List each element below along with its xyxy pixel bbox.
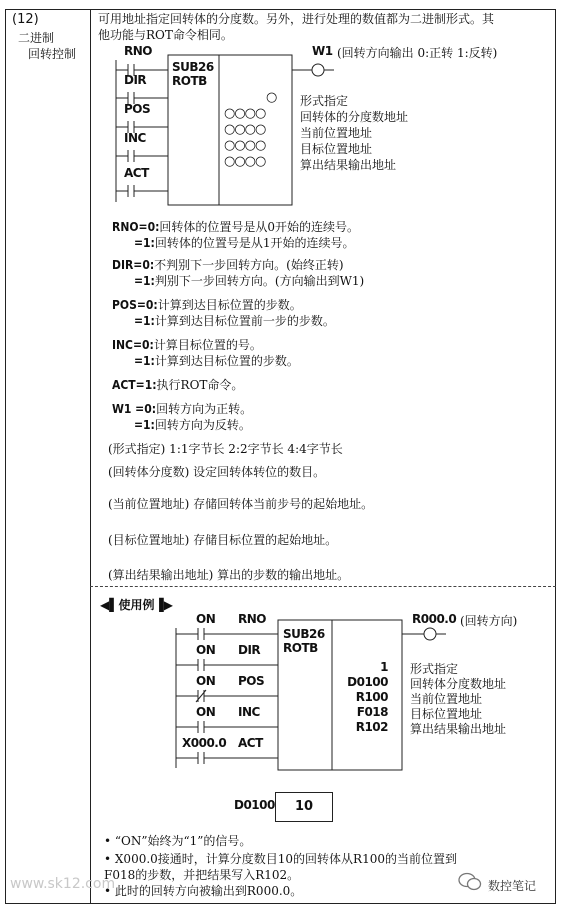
example-output: R000.0 [412,612,457,626]
note-format: (形式指定) 1:1字节长 2:2字节长 4:4字节长 [108,442,343,456]
memory-value-box: 10 [275,792,333,822]
example-contact-4: INC [238,705,260,719]
example-value-1: 1 [380,660,388,674]
example-value-3: R100 [355,690,388,704]
param-circles-1: ○ [266,90,277,105]
param-label-1: 形式指定 [300,94,349,108]
contact-label-act: ACT [124,166,149,180]
example-contact-5: ACT [238,736,263,750]
example-cond-3: ON [196,674,216,688]
output-note: (回转方向输出 0:正转 1:反转) [337,46,498,60]
desc-line: =1:回转体的位置号是从1开始的连续号。 [134,236,355,250]
example-contact-2: DIR [238,643,261,657]
memory-label: D0100 [234,798,275,812]
example-value-2: D0100 [347,675,388,689]
desc-line: W1 =0:回转方向为正转。 [112,402,253,416]
note-target: (目标位置地址) 存储目标位置的起始地址。 [108,533,338,547]
contact-label-pos: POS [124,102,151,116]
desc-line: =1:判别下一步回转方向。(方向输出到W1) [134,274,365,288]
desc-line: POS=0:计算到达目标位置的步数。 [112,298,302,312]
example-cond-2: ON [196,643,216,657]
example-param-1: 形式指定 [410,662,459,676]
param-label-5: 算出结果输出地址 [300,158,397,172]
note-divisions: (回转体分度数) 设定回转体转位的数目。 [108,465,326,479]
param-circles-4: ○○○○ [224,138,266,153]
example-cond-4: ON [196,705,216,719]
note-current: (当前位置地址) 存储回转体当前步号的起始地址。 [108,497,374,511]
example-value-5: R102 [355,720,388,734]
example-param-4: 目标位置地址 [410,707,483,721]
bullet-3: F018的步数，并把结果写入R102。 [104,868,300,882]
desc-line: ACT=1:执行ROT命令。 [112,378,244,392]
param-circles-2: ○○○○ [224,106,266,121]
param-label-4: 目标位置地址 [300,142,373,156]
category-label-2: 回转控制 [28,47,77,61]
example-func-name: ROTB [283,641,318,655]
example-cond-1: ON [196,612,216,626]
contact-label-inc: INC [124,131,146,145]
desc-line: DIR=0:不判别下一步回转方向。(始终正转) [112,258,344,272]
example-value-4: F018 [356,705,388,719]
contact-label-rno: RNO [124,44,152,58]
intro-text: 可用地址指定回转体的分度数。另外，进行处理的数值都为二进制形式。其 他功能与ROT命令相同。 [98,12,495,42]
desc-line: =1:回转方向为反转。 [134,418,251,432]
desc-line: RNO=0:回转体的位置号是从0开始的连续号。 [112,220,360,234]
brand-label: 数控笔记 [488,879,537,893]
bullet-2: • X000.0接通时，计算分度数目10的回转体从R100的当前位置到 [104,852,457,866]
function-code: SUB26 [172,60,214,74]
note-output: (算出结果输出地址) 算出的步数的输出地址。 [108,568,350,582]
example-func-code: SUB26 [283,627,325,641]
category-label: 二进制 [18,31,55,45]
watermark: www.sk12.com [10,876,116,892]
output-label: W1 [312,44,333,58]
bullet-4: • 此时的回转方向被输出到R000.0。 [104,884,303,898]
param-circles-5: ○○○○ [224,154,266,169]
example-param-3: 当前位置地址 [410,692,483,706]
example-contact-1: RNO [238,612,266,626]
function-name: ROTB [172,74,207,88]
example-contact-3: POS [238,674,265,688]
desc-line: INC=0:计算目标位置的号。 [112,338,262,352]
example-param-2: 回转体分度数地址 [410,677,507,691]
desc-line: =1:计算到达目标位置的步数。 [134,354,299,368]
desc-line: =1:计算到达目标位置前一步的步数。 [134,314,335,328]
example-heading: ◀▌使用例▐▶ [100,598,173,612]
param-circles-3: ○○○○ [224,122,266,137]
contact-label-dir: DIR [124,73,147,87]
item-number: (12) [12,12,39,27]
param-label-3: 当前位置地址 [300,126,373,140]
example-cond-5: X000.0 [182,736,227,750]
example-param-5: 算出结果输出地址 [410,722,507,736]
bullet-1: • “ON”始终为“1”的信号。 [104,834,252,848]
wechat-icon [458,872,482,892]
example-output-note: (回转方向) [460,614,518,628]
param-label-2: 回转体的分度数地址 [300,110,409,124]
